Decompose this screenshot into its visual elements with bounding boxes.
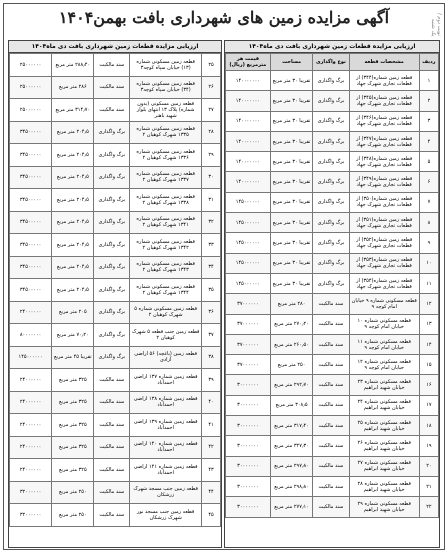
table-cell: قطعه زمین مسکونی شماره (۱۳) خیابان سپاه کوچه۳ [130,54,202,77]
table-cell: ۱۳ [419,314,438,334]
table-cell: ۲۰۴٫۵ متر مربع [52,279,94,302]
table-cell: ۳۲۵ متر مربع [52,436,94,459]
table-cell: برگ واگذاری [94,324,130,347]
table-cell: قطعه زمین شماره(۳۴۶) از قطعات تجاری شهرک جهاد [349,111,419,131]
table-cell: ۲۰۴٫۵ متر مربع [52,166,94,189]
table-cell: ۱۰ [419,253,438,273]
table-cell: ۲۶ [202,76,221,99]
table-cell: ۶ [419,172,438,192]
table-cell: ۳۲۰۰۰۰۰۰ [10,481,52,504]
table-cell: قطعه زمین شماره(۳۴۸) از قطعات تجاری شهرک جهاد [349,152,419,172]
right-section-heading: ارزیابی مزایده قطعات زمین شهرداری بافت دی ماه۱۴۰۴ [225,41,439,53]
table-row [10,256,221,279]
table-cell: سند مالکیت [313,416,349,436]
table-cell: ۱۴۰۰۰۰۰۰۰ [226,111,271,131]
table-cell: برگ واگذاری [313,131,349,151]
table-cell: سند مالکیت [94,414,130,437]
table-cell: ۲۰۴٫۵ متر مربع [52,234,94,257]
table-cell: ۲۸۰ متر مربع [270,294,313,314]
table-cell: ۳۴۵۰۰۰۰۰ [10,189,52,212]
table-cell: ۴۴ [202,481,221,504]
table-row [10,369,221,392]
table-cell: ۳۰۰۰۰۰۰۰ [226,436,271,456]
table-row [226,334,439,354]
table-cell: قطعه زمین شماره(۳۵۴) از قطعات تجاری شهرک جهاد [349,273,419,293]
table-cell: ۱۲ [419,294,438,314]
table-cell: قطعه زمین جنب مسجد شهرک زرشکان [130,481,202,504]
table-cell: برگ واگذاری [94,234,130,257]
table-cell: تقریبا ۳۰ متر مربع [270,152,313,172]
left-section-heading: ارزیابی مزایده قطعات زمین شهرداری بافت دی ماه۱۴۰۴ [9,41,221,53]
table-row [226,172,439,192]
table-cell: تقریبا ۳۰ متر مربع [270,253,313,273]
table-row [226,111,439,131]
table-cell: تقریبا ۳۰ متر مربع [270,273,313,293]
table-cell: ۲۲ [419,497,438,517]
table-row [226,476,439,496]
table-cell: قطعه مسکونی شماره ۲۹ خیابان شهید ابراهیم [349,497,419,517]
column-header: نوع واگذاری [313,54,349,71]
table-cell: ۲۰ [419,456,438,476]
table-cell: ۳۲۵ متر مربع [52,369,94,392]
table-cell: ۳۰۰۰۰۰۰۰ [226,476,271,496]
table-cell: ۳۴۵۰۰۰۰۰ [10,234,52,257]
table-cell: قطعه مسکونی شماره ۲۶ خیابان شهید ابراهیم [349,436,419,456]
table-cell: سند مالکیت [94,76,130,99]
left-auction-table [9,53,221,527]
table-cell: ۳۲ [202,211,221,234]
table-cell: ۳۳ [202,234,221,257]
table-cell: قطعه زمین شماره ۱۳۹ اراضی احمدآباد [130,414,202,437]
table-cell: ۲۸۸٫۴۰ متر مربع [52,54,94,77]
table-cell: ۱۱ [419,273,438,293]
table-cell: سند مالکیت [313,355,349,375]
table-cell: سند مالکیت [313,334,349,354]
table-cell: قطعه زمین مسکونی شماره ۱۳۴۲ شهرک کوهیان ۲ [130,234,202,257]
table-cell: ۳۶ [202,301,221,324]
table-cell: ۱۴۰۰۰۰۰۰۰ [226,91,271,111]
table-cell: برگ واگذاری [313,253,349,273]
table-cell: قطعه زمین مسکونی شماره ۱۳۴۳ شهرک کوهیان ۲ [130,256,202,279]
table-cell: برگ واگذاری [313,172,349,192]
table-cell: ۱۴۰۰۰۰۰۰۰ [226,131,271,151]
table-cell: برگ واگذاری [94,211,130,234]
table-cell: قطعه مسکونی شماره ۲۷ خیابان شهید ابراهیم [349,456,419,476]
table-cell: سند مالکیت [313,294,349,314]
table-row [226,436,439,456]
table-cell: ۱۴۰۰۰۰۰۰۰ [226,71,271,91]
table-row [10,504,221,527]
table-cell: ۲۷۰٫۲۰ متر مربع [270,314,313,334]
table-cell: ۸۰۰۰۰۰۰۰ [10,324,52,347]
table-cell: سند مالکیت [94,436,130,459]
table-cell: برگ واگذاری [94,346,130,369]
table-row [226,416,439,436]
table-cell: ۷۰٫۲۰ متر مربع [52,324,94,347]
table-cell: برگ واگذاری [94,121,130,144]
table-cell: ۱۴۰۰۰۰۰۰۰ [226,172,271,192]
table-cell: ۲۵۰ متر مربع [52,481,94,504]
table-cell: ۳۰۸٫۵ متر مربع [270,395,313,415]
table-cell: ۱۴۵۰۰۰۰۰۰ [10,346,52,369]
advertisement-page [3,3,445,550]
table-cell: قطعه مسکونی شماره ۲۴ خیابان شهید ابراهیم [349,395,419,415]
table-cell: ۲۰۴٫۵ متر مربع [52,189,94,212]
table-cell: قطعه زمین جنب قطعه ۵ شهرک کوهیان ۲ [130,324,202,347]
table-cell: سند مالکیت [313,436,349,456]
table-cell: قطعه زمین شماره(۳۴۷) از قطعات تجاری شهرک جهاد [349,131,419,151]
table-cell: قطعه زمین شماره ۱۴۱ اراضی احمدآباد [130,459,202,482]
table-cell: تقریبا ۳۰ متر مربع [270,192,313,212]
table-cell: تقریبا ۳۰ متر مربع [270,91,313,111]
table-cell: ۲۴۰۰۰۰۰۰ [10,369,52,392]
table-row [10,436,221,459]
table-cell: برگ واگذاری [94,301,130,324]
table-cell: ۲۷ [202,99,221,122]
table-cell: قطعه زمین مسکونی شماره ۱۳۳۸ شهرک کوهیان ۲ [130,189,202,212]
table-cell: ۲۰۴٫۵ متر مربع [52,211,94,234]
column-header: قیمت هر مترمربع (ریال) [226,54,271,71]
table-cell: قطعه زمین شماره(۳۵۰) از قطعات تجاری شهرک جهاد [349,192,419,212]
table-cell: ۱ [419,71,438,91]
table-cell: ۲۴۰۰۰۰۰۰ [10,414,52,437]
table-cell: ۲۵ [202,54,221,77]
table-cell: تقریبا ۴۵ متر مربع [52,346,94,369]
table-row [226,294,439,314]
table-cell: قطعه زمین شماره ۱۴۰ اراضی احمدآباد [130,436,202,459]
table-cell: ۲۰۵ متر مربع [52,301,94,324]
table-cell: ۲۵۰ متر مربع [270,355,313,375]
table-cell: قطعه زمین شماره(۳۵۱) از قطعات تجاری شهرک جهاد [349,213,419,233]
table-cell: قطعه زمین شماره(۳۴۴) از قطعات تجاری شهرک جهاد [349,71,419,91]
table-cell: ۳۴۵۰۰۰۰۰ [10,166,52,189]
table-cell: قطعه زمین شماره ۱۳۷ اراضی احمدآباد [130,369,202,392]
table-cell: ۱۴ [419,334,438,354]
table-cell: ۳۰۰۰۰۰۰۰ [226,395,271,415]
table-cell: قطعه زمین مسکونی شماره ۱۳۳۵ شهرک کوهیان ۲ [130,121,202,144]
table-row [10,324,221,347]
table-cell: قطعه زمین (باغچه) ۵۶ اراضی آزادی [130,346,202,369]
table-cell: برگ واگذاری [313,111,349,131]
table-cell: قطعه مسکونی شماره ۱۲ خیابان امام کوچه ۹ [349,355,419,375]
table-cell: قطعه زمین مسکونی شماره ۱۳۴۱ شهرک کوهیان ۲ [130,211,202,234]
table-row [226,395,439,415]
table-cell: ۴۵ [202,504,221,527]
table-row [226,456,439,476]
table-cell: ۳۴۵۰۰۰۰۰ [10,211,52,234]
table-cell: ۳ [419,111,438,131]
table-cell: سند مالکیت [313,476,349,496]
table-cell: قطعه مسکونی شماره ۲۳ خیابان شهید ابراهیم [349,375,419,395]
table-cell: سند مالکیت [313,314,349,334]
table-cell: ۲۰۴٫۵ متر مربع [52,256,94,279]
table-cell: ۳۵ [202,279,221,302]
table-row [226,497,439,517]
table-row [10,234,221,257]
table-cell: ۳۴ [202,256,221,279]
table-row [226,213,439,233]
table-cell: ۱۴۰۰۰۰۰۰۰ [226,152,271,172]
table-row [10,121,221,144]
table-cell: ۲۸ [202,121,221,144]
table-cell: ۳۸ [202,346,221,369]
table-cell: ۲۹۷٫۸۰ متر مربع [270,456,313,476]
column-header: ردیف [419,54,438,71]
table-row [10,189,221,212]
table-cell: قطعه زمین شماره(۳۵۳) از قطعات تجاری شهرک جهاد [349,253,419,273]
table-cell: قطعه مسکونی شماره ۲۸ خیابان شهید ابراهیم [349,476,419,496]
table-cell: ۳۷۰۰۰۰۰۰ [226,294,271,314]
table-cell: ۴۳ [202,459,221,482]
table-cell: ۲۸۶ متر مربع [52,76,94,99]
table-cell: برگ واگذاری [94,166,130,189]
table-cell: قطعه مسکونی شماره ۱۰ خیابان امام کوچه ۹ [349,314,419,334]
table-cell: ۷ [419,192,438,212]
table-cell: ۲۰۴٫۵ متر مربع [52,121,94,144]
table-cell: ۳۲۵ متر مربع [52,414,94,437]
table-cell: ۱۷ [419,395,438,415]
left-auction-table-section [8,40,222,548]
table-cell: ۲۵۰۰۰۰۰۰ [10,54,52,77]
table-cell: ۲۶۰٫۵۰ متر مربع [270,334,313,354]
table-cell: سند مالکیت [94,391,130,414]
table-row [10,166,221,189]
table-cell: ۳۷۰۰۰۰۰۰ [226,314,271,334]
table-row [226,273,439,293]
table-cell: ۳۱۷٫۴۰ متر مربع [270,416,313,436]
table-cell: ۱۹ [419,436,438,456]
edition-stamp: نوبت دوم / یک شنبه [430,13,442,36]
table-cell: قطعه مسکونی شماره ۲۵ خیابان شهید ابراهیم [349,416,419,436]
table-row [10,391,221,414]
table-cell: قطعه زمین مسکونی شماره ۵ شهرک کوهیان ۲ [130,301,202,324]
table-cell: ۱۶ [419,375,438,395]
table-row [226,233,439,253]
table-cell: سند مالکیت [313,456,349,476]
table-row [10,144,221,167]
table-cell: تقریبا ۳۰ متر مربع [270,213,313,233]
table-cell: تقریبا ۳۰ متر مربع [270,233,313,253]
table-row [10,99,221,122]
table-cell: ۲۹۲٫۷۰ متر مربع [270,375,313,395]
column-header: مساحت [270,54,313,71]
table-cell: ۳۴۵۰۰۰۰۰ [10,279,52,302]
table-cell: ۳۴۵۰۰۰۰۰ [10,256,52,279]
table-cell: برگ واگذاری [313,71,349,91]
table-cell: ۲۵۰ متر مربع [52,504,94,527]
right-auction-table [225,53,439,518]
table-cell: قطعه زمین شماره(۳۴۹) از قطعات تجاری شهرک جهاد [349,172,419,192]
table-cell: برگ واگذاری [313,192,349,212]
table-cell: تقریبا ۳۰ متر مربع [270,131,313,151]
table-cell: ۴۲ [202,436,221,459]
table-cell: برگ واگذاری [313,273,349,293]
table-cell: قطعه زمین مسکونی (بدون شماره) پلاک ۱۳ انتهای بلوار شهید باهنر [130,99,202,122]
table-cell: ۲۵۰۰۰۰۰۰ [10,99,52,122]
table-cell: ۱۴۵۰۰۰۰۰۰ [226,192,271,212]
table-cell: سند مالکیت [94,481,130,504]
table-cell: ۲۴۰۰۰۰۰۰ [10,459,52,482]
table-cell: ۳۱۴٫۷۰ متر مربع [52,99,94,122]
table-row [226,152,439,172]
table-cell: ۳۲۵ متر مربع [52,459,94,482]
table-row [226,375,439,395]
table-cell: برگ واگذاری [94,144,130,167]
table-cell: ۲۹۸٫۸۰ متر مربع [270,476,313,496]
table-cell: قطعه مسکونی شماره ۱۱ خیابان امام کوچه ۹ [349,334,419,354]
table-cell: ۸ [419,213,438,233]
table-cell: ۳۰۰۰۰۰۰۰ [226,497,271,517]
table-cell: برگ واگذاری [313,152,349,172]
table-cell: سند مالکیت [94,459,130,482]
table-row [226,253,439,273]
table-cell: قطعه زمین شماره(۳۴۵) از قطعات تجاری شهرک جهاد [349,91,419,111]
table-cell: قطعه زمین مسکونی شماره ۱۳۳۷ شهرک کوهیان ۲ [130,166,202,189]
page-title: آگهی مزایده زمین های شهرداری بافت بهمن۱۴۰۴ [58,8,390,27]
table-cell: ۳۷ [202,324,221,347]
table-cell: ۲۹ [202,144,221,167]
table-cell: ۲۰۴٫۵ متر مربع [52,144,94,167]
table-row [10,54,221,77]
table-row [10,414,221,437]
table-cell: ۳۲۵ متر مربع [52,391,94,414]
table-cell: ۲۴۰۰۰۰۰۰ [10,436,52,459]
table-cell: برگ واگذاری [94,256,130,279]
table-cell: ۳۰۰۰۰۰۰۰ [226,416,271,436]
table-row [10,346,221,369]
table-row [10,481,221,504]
table-cell: ۳۴۵۰۰۰۰۰ [10,144,52,167]
table-cell: سند مالکیت [94,504,130,527]
column-header: مشخصات قطعه [349,54,419,71]
table-row [10,301,221,324]
table-cell: ۱۴۵۰۰۰۰۰۰ [226,273,271,293]
table-cell: ۳۲۷٫۳۰ متر مربع [270,436,313,456]
table-cell: برگ واگذاری [313,91,349,111]
table-cell: ۲ [419,91,438,111]
table-cell: ۱۵ [419,355,438,375]
table-cell: قطعه زمین شماره ۱۳۸ اراضی احمدآباد [130,391,202,414]
table-cell: ۳۰۰۰۰۰۰۰ [226,375,271,395]
table-row [226,192,439,212]
table-cell: تقریبا ۳۰ متر مربع [270,111,313,131]
table-cell: قطعه زمین شماره(۳۵۲) از قطعات تجاری شهرک جهاد [349,233,419,253]
table-cell: ۳۴۵۰۰۰۰۰ [10,121,52,144]
table-cell: سند مالکیت [94,99,130,122]
table-cell: ۲۴۰۰۰۰۰۰ [10,391,52,414]
table-cell: برگ واگذاری [313,213,349,233]
table-row [10,211,221,234]
table-cell: سند مالکیت [313,395,349,415]
table-row [226,355,439,375]
table-cell: ۲۱ [419,476,438,496]
table-cell: ۱۸ [419,416,438,436]
table-cell: سند مالکیت [94,369,130,392]
table-cell: قطعه زمین جنب مسجد نور شهرک زرشکان [130,504,202,527]
table-cell: ۳۰ [202,166,221,189]
table-cell: ۳۰۰۰۰۰۰۰ [226,456,271,476]
table-row [10,76,221,99]
table-cell: تقریبا ۳۰ متر مربع [270,71,313,91]
table-cell: ۵ [419,152,438,172]
table-cell: برگ واگذاری [313,233,349,253]
table-cell: ۳۲۰۰۰۰۰۰ [10,504,52,527]
table-cell: قطعه زمین مسکونی شماره (۳۴) خیابان سپاه کوچه۳ [130,76,202,99]
table-cell: سند مالکیت [313,497,349,517]
table-row [10,279,221,302]
table-cell: ۴۱ [202,414,221,437]
table-cell: ۱۴۵۰۰۰۰۰۰ [226,253,271,273]
table-cell: قطعه مسکونی شماره ۹ خیابان امام کوچه ۹ [349,294,419,314]
table-cell: ۳۷۰۰۰۰۰۰ [226,355,271,375]
table-cell: ۳۱ [202,189,221,212]
table-cell: تقریبا ۳۰ متر مربع [270,172,313,192]
table-cell: قطعه زمین مسکونی شماره ۱۳۳۶ شهرک کوهیان ۲ [130,144,202,167]
table-row [226,131,439,151]
table-cell: ۲۵۰۰۰۰۰۰ [10,76,52,99]
table-cell: سند مالکیت [94,54,130,77]
table-cell: ۳۹ [202,369,221,392]
table-row [226,314,439,334]
table-cell: ۱۴۵۰۰۰۰۰۰ [226,233,271,253]
table-cell: ۱۴۵۰۰۰۰۰۰ [226,213,271,233]
table-cell: قطعه زمین مسکونی شماره ۱۳۴۴ شهرک کوهیان ۲ [130,279,202,302]
table-row [226,71,439,91]
right-auction-table-section [224,40,440,548]
table-row [10,459,221,482]
table-cell: ۲۷۷٫۱۰ متر مربع [270,497,313,517]
table-cell: سند مالکیت [313,375,349,395]
table-cell: ۲۴۰۰۰۰۰۰ [10,301,52,324]
table-cell: ۴۰ [202,391,221,414]
table-row [226,91,439,111]
table-cell: ۴ [419,131,438,151]
table-cell: برگ واگذاری [94,279,130,302]
table-cell: برگ واگذاری [94,189,130,212]
table-cell: ۳۷۰۰۰۰۰۰ [226,334,271,354]
table-cell: ۹ [419,233,438,253]
